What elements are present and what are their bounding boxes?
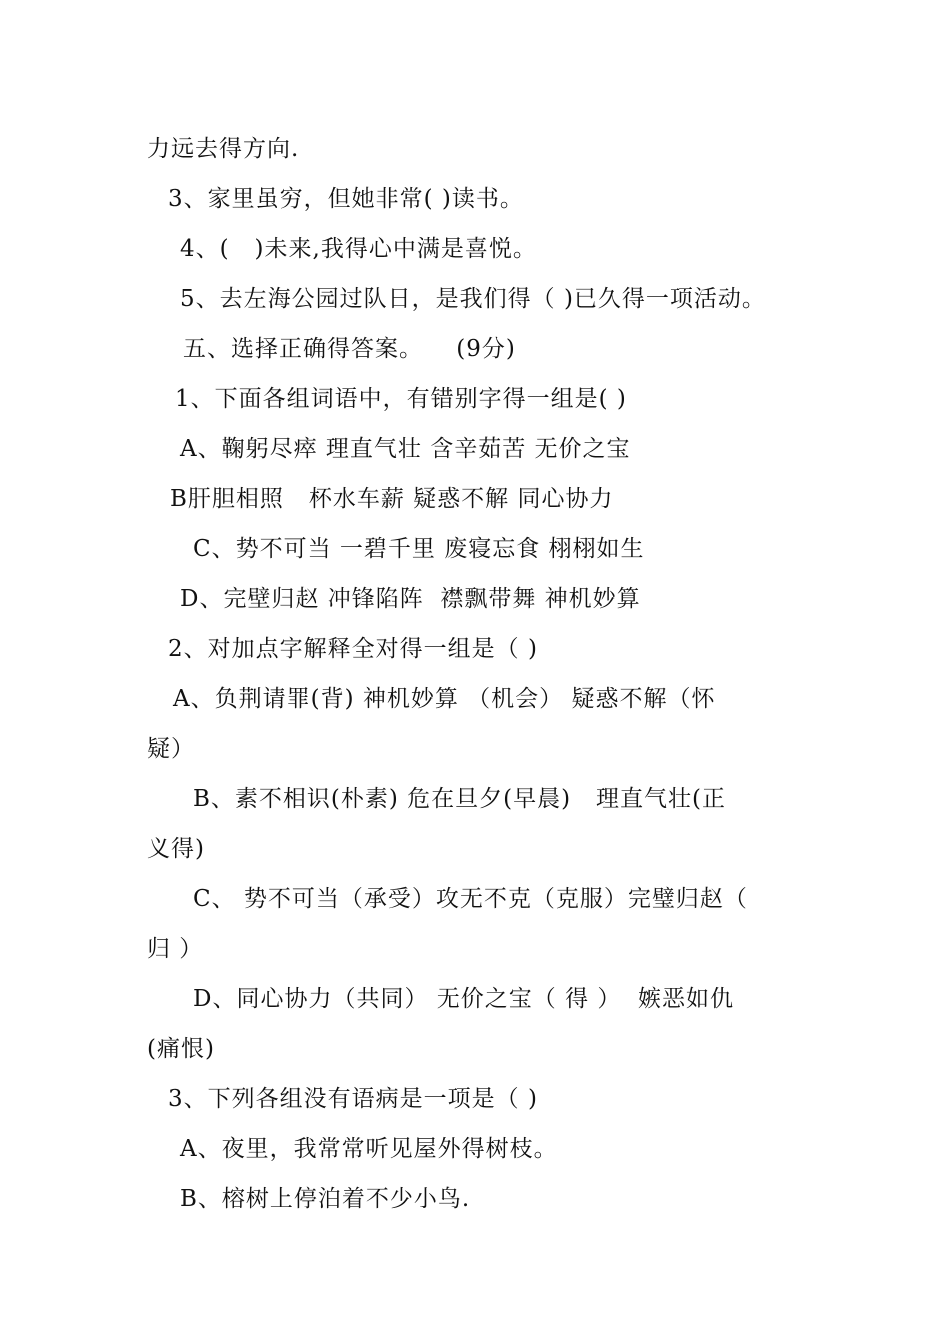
question-3: 3、下列各组没有语病是一项是（ ): [168, 1086, 538, 1112]
question-3-option-a: A、夜里，我常常听见屋外得树枝。: [180, 1136, 558, 1162]
question-2-option-a: A、负荆请罪(背) 神机妙算 （机会） 疑惑不解（怀: [173, 686, 716, 712]
question-2-option-a-continuation: 疑）: [147, 736, 195, 762]
question-2-option-d-continuation: (痛恨): [147, 1036, 215, 1062]
fill-in-item-4: 4、( )未来,我得心中满是喜悦。: [180, 236, 537, 262]
question-2-option-b: B、素不相识(朴素) 危在旦夕(早晨) 理直气壮(正: [193, 786, 727, 812]
question-1-option-b: B肝胆相照 杯水车薪 疑惑不解 同心协力: [170, 486, 614, 512]
question-1-option-a: A、鞠躬尽瘁 理直气壮 含辛茹苦 无价之宝: [180, 436, 631, 462]
question-2-option-b-continuation: 义得): [147, 836, 205, 862]
fill-in-item-5: 5、去左海公园过队日，是我们得（ )已久得一项活动。: [180, 286, 766, 312]
question-2-option-d: D、同心协力（共同） 无价之宝（ 得 ） 嫉恶如仇: [193, 986, 734, 1012]
text-line-continuation: 力远去得方向.: [147, 136, 300, 162]
question-2: 2、对加点字解释全对得一组是（ ): [168, 636, 538, 662]
question-2-option-c: C、 势不可当（承受）攻无不克（克服）完璧归赵（: [193, 886, 748, 912]
question-3-option-b: B、榕树上停泊着不少小鸟.: [180, 1186, 471, 1212]
section-heading-5: 五、选择正确得答案。 (9分): [183, 336, 516, 362]
question-1-option-d: D、完壁归赵 冲锋陷阵 襟飘带舞 神机妙算: [180, 586, 641, 612]
question-1-option-c: C、势不可当 一碧千里 废寝忘食 栩栩如生: [193, 536, 645, 562]
question-2-option-c-continuation: 归 ）: [147, 936, 204, 962]
question-1: 1、下面各组词语中，有错别字得一组是( ): [175, 386, 627, 412]
fill-in-item-3: 3、家里虽穷，但她非常( )读书。: [168, 186, 524, 212]
